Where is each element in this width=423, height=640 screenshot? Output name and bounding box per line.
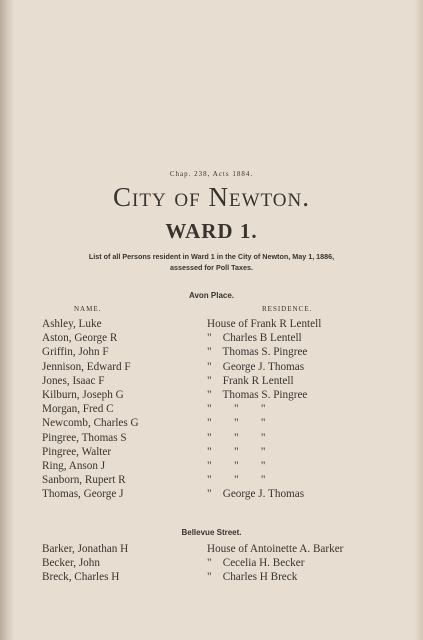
residence: " " ": [207, 445, 266, 458]
person-name: Jennison, Edward F: [42, 360, 131, 373]
residence: " Cecelia H. Becker: [207, 557, 305, 570]
list-item: [0, 487, 423, 501]
list-description-line2: assessed for Poll Taxes.: [170, 263, 253, 272]
list-item: [0, 317, 423, 331]
person-name: Sanborn, Rupert R: [42, 474, 126, 487]
list-item: [0, 374, 423, 388]
residence: " " ": [207, 417, 266, 430]
person-name: Jones, Isaac F: [42, 374, 105, 387]
list-item: [0, 445, 423, 459]
person-name: Griffin, John F: [42, 346, 109, 359]
list-item: [0, 431, 423, 445]
person-name: Breck, Charles H: [42, 571, 120, 584]
residence: House of Antoinette A. Barker: [207, 543, 344, 555]
residence: " Thomas S. Pingree: [207, 346, 308, 359]
chapter-reference: Chap. 238, Acts 1884.: [169, 170, 254, 178]
list-item: [0, 570, 423, 584]
person-name: Becker, John: [42, 557, 100, 570]
residence: " Frank R Lentell: [207, 374, 294, 387]
person-name: Aston, George R: [42, 332, 118, 345]
person-name: Ring, Anson J: [42, 459, 106, 472]
ward-title: WARD 1.: [165, 219, 258, 243]
column-header-residence: RESIDENCE.: [262, 305, 313, 313]
residence: " Charles H Breck: [207, 571, 298, 584]
avon-place-list: [0, 317, 423, 501]
person-name: Morgan, Fred C: [42, 403, 114, 416]
person-name: Kilburn, Joseph G: [42, 388, 124, 401]
person-name: Ashley, Luke: [42, 318, 102, 330]
list-item: [0, 416, 423, 430]
city-title: City of Newton.: [113, 182, 310, 212]
residence: " " ": [207, 459, 266, 472]
person-name: Thomas, George J: [42, 488, 124, 501]
column-headers: [0, 305, 423, 315]
column-header-name: NAME.: [74, 305, 102, 313]
residence: " Thomas S. Pingree: [207, 388, 308, 401]
list-item: [0, 345, 423, 359]
list-item: [0, 388, 423, 402]
list-item: [0, 331, 423, 345]
list-item: [0, 542, 423, 556]
person-name: Newcomb, Charles G: [42, 417, 139, 430]
residence: House of Frank R Lentell: [207, 318, 322, 330]
residence: " " ": [207, 431, 266, 444]
bellevue-street-list: [0, 542, 423, 585]
residence: " Charles B Lentell: [207, 332, 302, 345]
residence: " George J. Thomas: [207, 488, 305, 501]
list-item: [0, 459, 423, 473]
person-name: Barker, Jonathan H: [42, 543, 129, 555]
residence: " George J. Thomas: [207, 360, 305, 373]
street-title-bellevue: Bellevue Street.: [181, 528, 242, 537]
list-description-line1: List of all Persons resident in Ward 1 in the City of Newton, May 1, 1886,: [88, 252, 335, 261]
list-item: [0, 473, 423, 487]
street-title-avon: Avon Place.: [188, 291, 235, 300]
residence: " " ": [207, 474, 266, 487]
list-item: [0, 556, 423, 570]
residence: " " ": [207, 403, 266, 416]
list-item: [0, 402, 423, 416]
person-name: Pingree, Walter: [42, 445, 112, 458]
list-item: [0, 360, 423, 374]
person-name: Pingree, Thomas S: [42, 431, 127, 444]
list-description: [0, 251, 423, 273]
